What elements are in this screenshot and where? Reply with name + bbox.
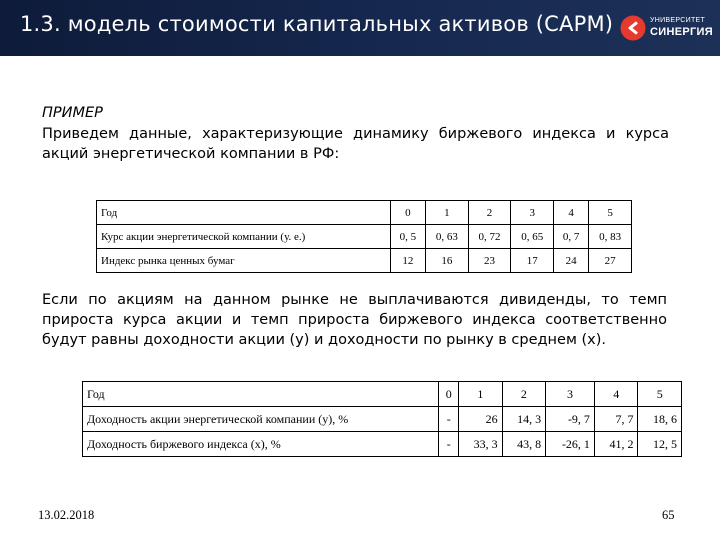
cell-value: 14, 3 [502, 407, 546, 432]
cell-value: - [439, 432, 459, 457]
cell-value: 41, 2 [594, 432, 638, 457]
row-label: Доходность акции энергетической компании (у), % [83, 407, 439, 432]
cell-value: 0, 5 [390, 225, 425, 249]
row-label: Доходность биржевого индекса (х), % [83, 432, 439, 457]
header-year: 0 [390, 201, 425, 225]
header-year: 3 [511, 201, 554, 225]
cell-value: 0, 72 [468, 225, 511, 249]
header-year: 0 [439, 382, 459, 407]
cell-value: 26 [459, 407, 503, 432]
cell-value: 0, 7 [554, 225, 589, 249]
stock-index-table [96, 200, 632, 273]
university-logo [620, 13, 716, 43]
cell-value: - [439, 407, 459, 432]
table-header-row [83, 382, 682, 407]
cell-value: 12 [390, 249, 425, 273]
logo-text-synergy: СИНЕРГИЯ [650, 26, 713, 38]
intro-text: Приведем данные, характеризующие динамику биржевого индекса и курса акций энергетической компании в РФ: [42, 126, 669, 162]
header-year: 3 [546, 382, 595, 407]
header-label: Год [97, 201, 391, 225]
header-year: 5 [638, 382, 682, 407]
table-row [97, 225, 632, 249]
row-label: Курс акции энергетической компании (у. е.) [97, 225, 391, 249]
header-year: 2 [468, 201, 511, 225]
slide-title: 1.3. модель стоимости капитальных активов (CAPM) [20, 12, 614, 36]
table-header-row [97, 201, 632, 225]
cell-value: 17 [511, 249, 554, 273]
cell-value: 12, 5 [638, 432, 682, 457]
header-label: Год [83, 382, 439, 407]
table-row [83, 432, 682, 457]
explanation-paragraph: Если по акциям на данном рынке не выплачиваются дивиденды, то темп прироста курса акции и темп прироста биржевого индекса соответственно будут равны доходности акции (у) и доходности по рынку в среднем (х). [42, 292, 667, 348]
table-row [83, 407, 682, 432]
cell-value: -9, 7 [546, 407, 595, 432]
cell-value: 43, 8 [502, 432, 546, 457]
cell-value: 0, 65 [511, 225, 554, 249]
cell-value: -26, 1 [546, 432, 595, 457]
returns-table [82, 381, 682, 457]
cell-value: 23 [468, 249, 511, 273]
cell-value: 0, 63 [425, 225, 468, 249]
cell-value: 7, 7 [594, 407, 638, 432]
page-number: 65 [662, 508, 675, 522]
slide-header [0, 0, 720, 56]
header-year: 4 [554, 201, 589, 225]
footer-date: 13.02.2018 [38, 508, 95, 522]
cell-value: 33, 3 [459, 432, 503, 457]
logo-text-university: УНИВЕРСИТЕТ [650, 17, 706, 24]
header-year: 1 [425, 201, 468, 225]
cell-value: 16 [425, 249, 468, 273]
synergy-logo-icon [620, 15, 646, 41]
header-year: 1 [459, 382, 503, 407]
header-year: 4 [594, 382, 638, 407]
header-year: 5 [589, 201, 632, 225]
row-label: Индекс рынка ценных бумаг [97, 249, 391, 273]
header-year: 2 [502, 382, 546, 407]
cell-value: 0, 83 [589, 225, 632, 249]
example-label: ПРИМЕР [42, 105, 103, 121]
cell-value: 27 [589, 249, 632, 273]
cell-value: 24 [554, 249, 589, 273]
cell-value: 18, 6 [638, 407, 682, 432]
table-row [97, 249, 632, 273]
